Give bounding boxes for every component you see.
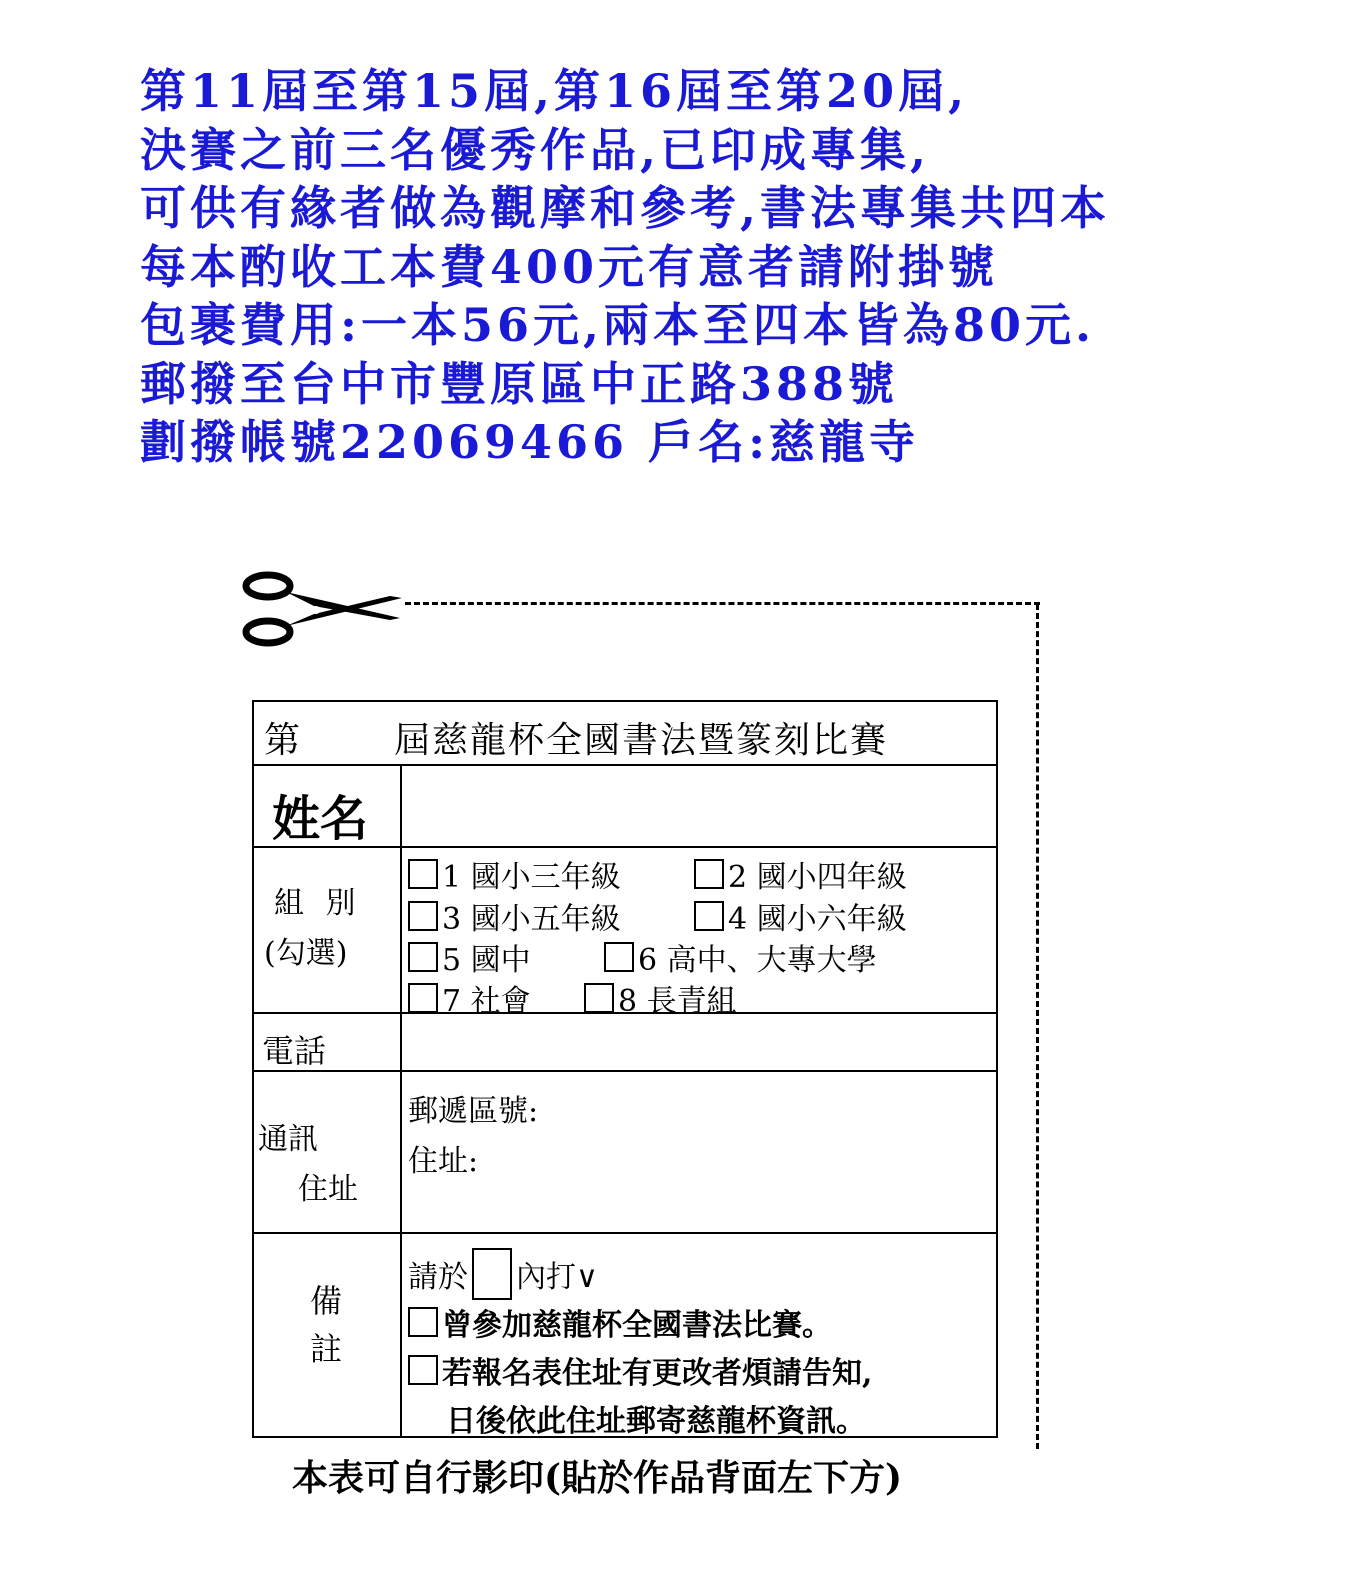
phone-field[interactable] (402, 1014, 996, 1070)
notes-label-1: 備 (310, 1282, 343, 1320)
address-row (254, 1072, 996, 1234)
notes-row (254, 1234, 996, 1439)
address-label-2: 住址 (298, 1172, 358, 1207)
notice-line: 決賽之前三名優秀作品,已印成專集, (140, 122, 931, 177)
checkbox[interactable] (584, 983, 614, 1013)
notice-line: 第11屆至第15屆,第16屆至第20屆, (140, 64, 969, 118)
checkbox[interactable] (408, 1355, 438, 1385)
notice-line: 劃撥帳號22069466 戶名:慈龍寺 (140, 415, 920, 469)
group-label: 組 別 (274, 886, 362, 921)
group-option[interactable]: 8 長青組 (584, 976, 737, 1020)
notice-line: 可供有緣者做為觀摩和參考,書法專集共四本 (140, 181, 1111, 235)
address-field-label: 住址: (408, 1144, 479, 1179)
notes-option[interactable]: 曾參加慈龍杯全國書法比賽。 (408, 1300, 832, 1344)
notice-line: 郵撥至台中市豐原區中正路388號 (140, 356, 899, 411)
group-option[interactable]: 5 國中 (408, 935, 531, 979)
group-option[interactable]: 3 國小五年級 (408, 894, 621, 938)
footer-note: 本表可自行影印(貼於作品背面左下方) (292, 1457, 903, 1499)
notes-option[interactable]: 若報名表住址有更改者煩請告知, (408, 1348, 872, 1392)
notes-label-2: 註 (310, 1330, 343, 1368)
group-option[interactable]: 6 高中、大專大學 (604, 935, 877, 979)
scissors-icon (240, 570, 410, 650)
checkbox[interactable] (604, 942, 634, 972)
notes-hint: 請於 內打∨ (408, 1248, 598, 1300)
address-field[interactable] (402, 1072, 996, 1232)
checkbox[interactable] (408, 859, 438, 889)
zip-label: 郵遞區號: (408, 1094, 539, 1129)
cut-line-vertical (1036, 604, 1039, 1449)
checkbox[interactable] (694, 859, 724, 889)
checkbox[interactable] (408, 901, 438, 931)
cut-line-horizontal (405, 602, 1040, 605)
notes-continuation: 日後依此住址郵寄慈龍杯資訊。 (446, 1404, 866, 1439)
group-label-hint: (勾選) (264, 936, 348, 971)
group-option[interactable]: 4 國小六年級 (694, 894, 907, 938)
notice-line: 包裹費用:一本56元,兩本至四本皆為80元. (140, 298, 1096, 352)
checkbox[interactable] (694, 901, 724, 931)
registration-form (252, 700, 998, 1438)
address-label-1: 通訊 (258, 1122, 318, 1157)
form-title-row (254, 702, 996, 766)
checkbox[interactable] (408, 1307, 438, 1337)
name-row (254, 766, 996, 848)
group-option[interactable]: 1 國小三年級 (408, 852, 621, 896)
group-row (254, 848, 996, 1019)
phone-label: 電話 (262, 1032, 327, 1070)
name-label: 姓名 (272, 791, 369, 847)
notice-line: 每本酌收工本費400元有意者請附掛號 (140, 239, 999, 294)
group-option[interactable]: 2 國小四年級 (694, 852, 907, 896)
form-title-prefix: 第 (264, 720, 301, 761)
form-title: 屆慈龍杯全國書法暨篆刻比賽 (394, 720, 889, 761)
name-field[interactable] (402, 766, 996, 846)
phone-row (254, 1014, 996, 1072)
checkbox[interactable] (408, 942, 438, 972)
notice-text (140, 62, 1110, 472)
checkbox[interactable] (408, 983, 438, 1013)
example-box (472, 1248, 512, 1300)
group-option[interactable]: 7 社會 (408, 976, 531, 1020)
